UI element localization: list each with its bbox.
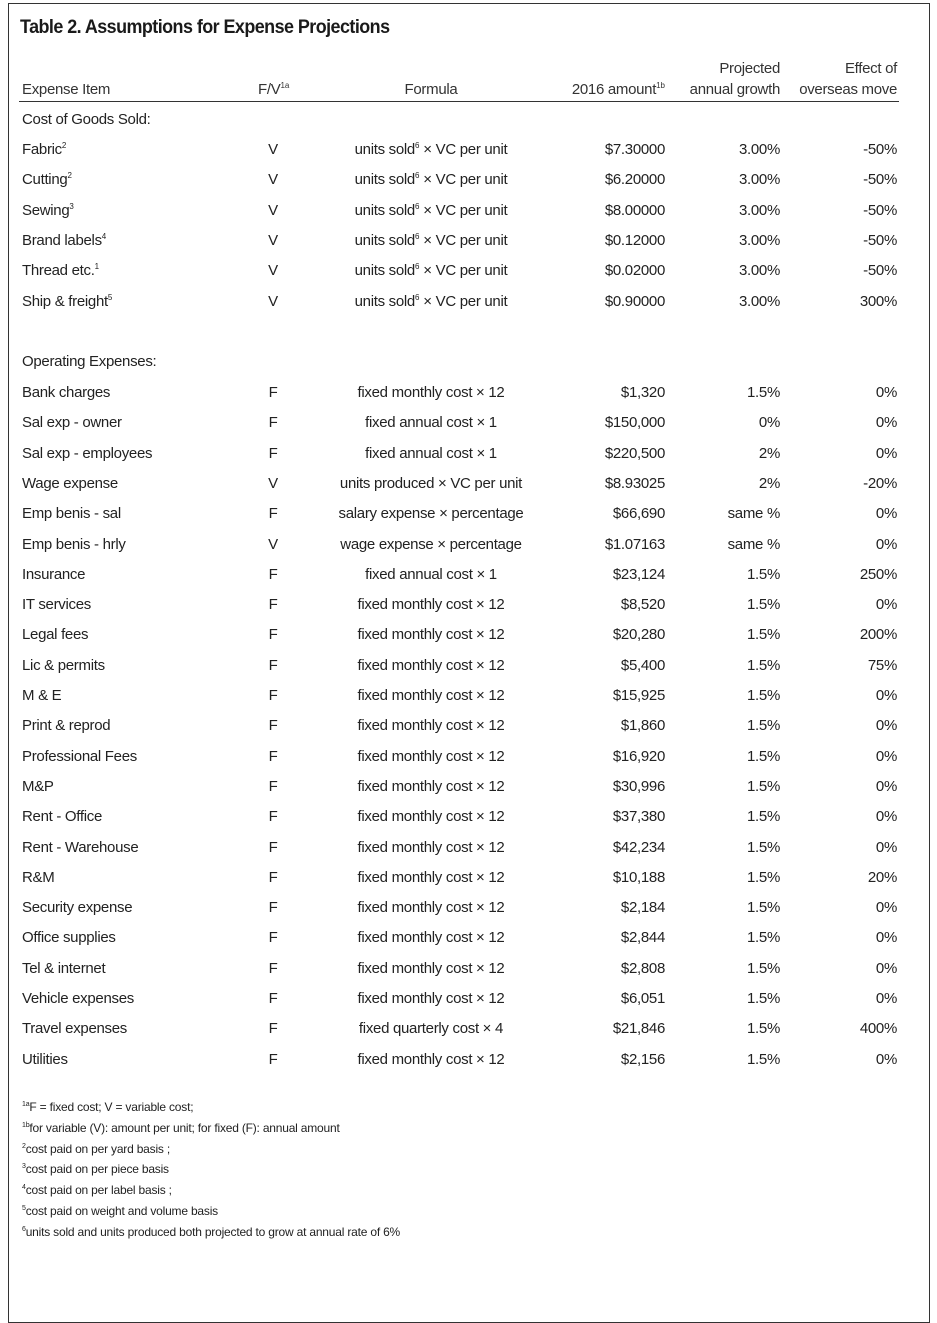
amount-cell: $0.02000: [604, 262, 665, 280]
amount-cell: $2,844: [620, 929, 665, 947]
fv-cell: F: [268, 838, 278, 856]
effect-cell: 0%: [875, 959, 897, 977]
header-growth-line2: annual growth: [689, 81, 780, 98]
formula-cell: fixed monthly cost × 12: [357, 929, 505, 947]
fv-cell: F: [268, 384, 278, 401]
growth-cell: 1.5%: [747, 929, 780, 947]
fv-cell: F: [268, 868, 278, 886]
amount-cell: $10,188: [612, 868, 665, 886]
amount-cell: $2,808: [620, 959, 665, 977]
growth-cell: 1.5%: [747, 868, 780, 886]
amount-cell: $30,996: [612, 777, 665, 795]
effect-cell: -50%: [863, 171, 897, 189]
effect-cell: 0%: [875, 747, 897, 765]
formula-post: × VC per unit: [419, 262, 508, 280]
amount-cell: $37,380: [612, 808, 665, 826]
expense-item: Emp benis - hrly: [22, 535, 126, 553]
formula-cell: fixed monthly cost × 12: [357, 656, 505, 674]
amount-cell: $42,234: [612, 838, 665, 856]
footnote-marker: 6: [22, 1225, 26, 1233]
effect-cell: 0%: [875, 777, 897, 795]
effect-cell: -20%: [863, 474, 897, 492]
formula-post: × VC per unit: [419, 231, 508, 249]
footnote: [22, 1204, 218, 1218]
footnote-marker: 4: [22, 1184, 26, 1192]
effect-cell: 0%: [875, 1050, 897, 1068]
expense-item: R&M: [22, 868, 55, 886]
effect-cell: 0%: [875, 384, 897, 401]
expense-item: [22, 202, 74, 220]
amount-cell: $150,000: [604, 414, 665, 432]
formula-pre: units sold: [354, 201, 415, 219]
section-label-opex: Operating Expenses:: [22, 353, 157, 370]
expense-item: M & E: [22, 687, 62, 704]
fv-cell: F: [268, 1050, 278, 1068]
growth-cell: 1.5%: [747, 777, 780, 795]
formula-cell: [316, 141, 546, 159]
expense-item: Lic & permits: [22, 656, 105, 674]
fv-cell: F: [268, 747, 278, 765]
amount-cell: $2,184: [620, 899, 665, 917]
footnote-text: F = fixed cost; V = variable cost;: [29, 1100, 194, 1114]
formula-cell: units produced × VC per unit: [339, 474, 523, 492]
footnote: [22, 1142, 170, 1156]
growth-cell: same %: [727, 535, 780, 553]
growth-cell: 2%: [758, 444, 780, 462]
amount-cell: $21,846: [612, 1020, 665, 1038]
fv-cell: F: [268, 444, 278, 462]
header-fv-sup: 1a: [280, 81, 290, 90]
expense-item-footnote: 1: [94, 262, 100, 272]
formula-cell: fixed monthly cost × 12: [357, 777, 505, 795]
growth-cell: 1.5%: [747, 1020, 780, 1038]
expense-item: Office supplies: [22, 929, 116, 947]
footnote-text: cost paid on per label basis ;: [25, 1183, 172, 1198]
expense-item-name: Thread etc.: [22, 262, 95, 280]
table-title: Table 2. Assumptions for Expense Projections: [20, 16, 390, 38]
fv-cell: F: [268, 656, 278, 674]
header-effect-line1: Effect of: [844, 60, 897, 77]
effect-cell: 250%: [859, 565, 897, 583]
expense-item: Utilities: [22, 1050, 68, 1068]
growth-cell: 1.5%: [747, 596, 780, 614]
amount-cell: $220,500: [604, 444, 665, 462]
effect-cell: 75%: [867, 656, 897, 674]
amount-cell: $1.07163: [604, 535, 665, 553]
formula-footnote: 6: [414, 231, 420, 241]
effect-cell: 400%: [859, 1020, 897, 1038]
growth-cell: 1.5%: [747, 747, 780, 765]
formula-pre: units sold: [354, 171, 415, 189]
amount-cell: $66,690: [612, 505, 665, 523]
amount-cell: $8.00000: [604, 201, 665, 219]
section-label-cogs: Cost of Goods Sold:: [22, 111, 151, 128]
growth-cell: 1.5%: [747, 384, 780, 401]
expense-item: [22, 262, 99, 280]
formula-cell: salary expense × percentage: [338, 505, 524, 523]
formula-cell: fixed annual cost × 1: [365, 444, 497, 462]
fv-cell: F: [268, 505, 278, 523]
fv-cell: V: [268, 171, 278, 189]
expense-item: Rent - Office: [22, 808, 103, 826]
growth-cell: 1.5%: [747, 838, 780, 856]
amount-cell: $6.20000: [604, 171, 665, 189]
growth-cell: 0%: [758, 414, 780, 432]
formula-cell: [316, 202, 546, 220]
amount-cell: $1,860: [620, 717, 665, 735]
formula-cell: wage expense × percentage: [340, 535, 522, 553]
footnote-marker: 2: [22, 1142, 26, 1150]
expense-item: M&P: [22, 777, 54, 795]
effect-cell: 0%: [875, 596, 897, 614]
formula-footnote: 6: [414, 171, 420, 181]
formula-cell: [316, 232, 546, 250]
footnote: [22, 1121, 340, 1135]
expense-item: Print & reprod: [22, 717, 111, 735]
amount-cell: $8.93025: [604, 474, 665, 492]
amount-cell: $0.90000: [604, 292, 665, 310]
expense-item-name: Sewing: [22, 201, 70, 219]
expense-item-footnote: 2: [61, 141, 67, 150]
fv-cell: F: [268, 808, 278, 826]
fv-cell: F: [268, 565, 278, 583]
growth-cell: 3.00%: [738, 231, 780, 249]
expense-item-footnote: 5: [107, 292, 113, 302]
expense-item-footnote: 4: [101, 231, 107, 241]
fv-cell: F: [268, 929, 278, 947]
expense-item: Sal exp - owner: [22, 414, 122, 432]
amount-cell: $15,925: [612, 687, 665, 704]
expense-item-footnote: 2: [67, 171, 72, 181]
footnote: [22, 1225, 400, 1239]
growth-cell: 1.5%: [747, 717, 780, 735]
footnote-marker: 1b: [22, 1121, 30, 1129]
footnote-text: cost paid on weight and volume basis: [25, 1204, 218, 1218]
fv-cell: F: [268, 717, 278, 735]
formula-pre: units sold: [354, 141, 415, 158]
formula-post: × VC per unit: [419, 141, 508, 158]
footnote: [22, 1183, 172, 1197]
growth-cell: 3.00%: [738, 171, 780, 189]
formula-cell: fixed monthly cost × 12: [357, 717, 505, 735]
footnote-marker: 1a: [22, 1101, 30, 1108]
formula-cell: fixed annual cost × 1: [365, 414, 497, 432]
formula-cell: fixed monthly cost × 12: [357, 838, 505, 856]
formula-pre: units sold: [354, 292, 415, 310]
formula-cell: [316, 262, 546, 280]
formula-post: × VC per unit: [419, 171, 508, 189]
effect-cell: 0%: [875, 717, 897, 735]
effect-cell: 0%: [875, 444, 897, 462]
expense-item: [22, 141, 66, 159]
header-amount: [515, 81, 665, 99]
formula-cell: fixed monthly cost × 12: [357, 899, 505, 917]
effect-cell: 0%: [875, 808, 897, 826]
fv-cell: V: [268, 262, 278, 280]
effect-cell: 0%: [875, 838, 897, 856]
effect-cell: 0%: [875, 535, 897, 553]
amount-cell: $8,520: [620, 596, 665, 614]
expense-item: Security expense: [22, 899, 133, 917]
header-formula: Formula: [404, 81, 458, 98]
footnote: [22, 1100, 193, 1114]
expense-item-name: Brand labels: [22, 231, 102, 249]
amount-cell: $0.12000: [604, 231, 665, 249]
effect-cell: 0%: [875, 899, 897, 917]
formula-cell: fixed monthly cost × 12: [357, 687, 505, 704]
formula-cell: [316, 293, 546, 311]
amount-cell: $5,400: [620, 656, 665, 674]
footnote: [22, 1162, 169, 1176]
effect-cell: 0%: [875, 505, 897, 523]
fv-cell: F: [268, 626, 278, 644]
effect-cell: 300%: [859, 292, 897, 310]
expense-item: IT services: [22, 596, 91, 614]
growth-cell: 2%: [758, 474, 780, 492]
amount-cell: $6,051: [620, 990, 665, 1007]
growth-cell: 3.00%: [738, 262, 780, 280]
growth-cell: 3.00%: [738, 292, 780, 310]
fv-cell: F: [268, 414, 278, 432]
formula-post: × VC per unit: [419, 201, 508, 219]
growth-cell: 1.5%: [747, 1050, 780, 1068]
fv-cell: F: [268, 959, 278, 977]
expense-item-footnote: 3: [69, 201, 74, 211]
growth-cell: 1.5%: [747, 565, 780, 583]
formula-footnote: 6: [414, 201, 420, 211]
fv-cell: F: [268, 777, 278, 795]
expense-item: Rent - Warehouse: [22, 838, 139, 856]
expense-item: Wage expense: [22, 474, 118, 492]
footnote-text: units sold and units produced both projected to grow at annual rate of 6%: [25, 1224, 401, 1239]
effect-cell: -50%: [863, 262, 897, 280]
formula-cell: fixed monthly cost × 12: [357, 626, 505, 644]
header-expense-item: Expense Item: [22, 81, 111, 98]
effect-cell: 20%: [867, 868, 897, 886]
fv-cell: F: [268, 687, 278, 704]
growth-cell: 1.5%: [747, 899, 780, 917]
formula-pre: units sold: [354, 262, 415, 280]
fv-cell: F: [268, 1020, 278, 1038]
header-effect-line2: overseas move: [799, 81, 897, 98]
formula-cell: fixed monthly cost × 12: [357, 596, 505, 614]
amount-cell: $1,320: [620, 384, 665, 401]
amount-cell: $16,920: [612, 747, 665, 765]
header-fv: [258, 81, 288, 99]
effect-cell: 0%: [875, 929, 897, 947]
amount-cell: $23,124: [612, 565, 665, 583]
growth-cell: 1.5%: [747, 808, 780, 826]
growth-cell: 3.00%: [738, 201, 780, 219]
expense-item: Sal exp - employees: [22, 444, 153, 462]
formula-cell: fixed monthly cost × 12: [357, 384, 505, 401]
fv-cell: V: [268, 535, 278, 553]
effect-cell: 0%: [875, 414, 897, 432]
growth-cell: 1.5%: [747, 656, 780, 674]
amount-cell: $20,280: [612, 626, 665, 644]
fv-cell: V: [268, 231, 278, 249]
fv-cell: F: [268, 990, 278, 1007]
footnote-text: cost paid on per yard basis ;: [25, 1141, 170, 1156]
effect-cell: 0%: [875, 990, 897, 1007]
growth-cell: 1.5%: [747, 959, 780, 977]
formula-pre: units sold: [354, 231, 415, 249]
header-rule: [19, 101, 899, 102]
expense-item-name: Ship & freight: [22, 292, 108, 310]
formula-footnote: 6: [414, 262, 420, 272]
effect-cell: -50%: [863, 231, 897, 249]
header-amount-sup: 1b: [656, 81, 665, 90]
formula-cell: fixed monthly cost × 12: [357, 808, 505, 826]
formula-cell: [316, 171, 546, 189]
formula-cell: fixed monthly cost × 12: [357, 868, 505, 886]
header-amount-text: 2016 amount: [571, 81, 657, 98]
amount-cell: $7.30000: [604, 141, 665, 158]
effect-cell: 0%: [875, 687, 897, 704]
expense-item: [22, 293, 112, 311]
header-fv-text: F/V: [258, 81, 281, 98]
expense-item: Emp benis - sal: [22, 505, 121, 523]
formula-cell: fixed monthly cost × 12: [357, 1050, 505, 1068]
expense-item: Insurance: [22, 565, 86, 583]
footnote-marker: 3: [22, 1163, 26, 1171]
formula-cell: fixed monthly cost × 12: [357, 747, 505, 765]
amount-cell: $2,156: [620, 1050, 665, 1068]
expense-item: Bank charges: [22, 384, 111, 401]
fv-cell: V: [268, 201, 278, 219]
expense-item: Travel expenses: [22, 1020, 127, 1038]
footnote-text: for variable (V): amount per unit; for fixed (F): annual amount: [29, 1120, 340, 1135]
growth-cell: 1.5%: [747, 626, 780, 644]
growth-cell: same %: [727, 505, 780, 523]
fv-cell: F: [268, 596, 278, 614]
fv-cell: V: [268, 292, 278, 310]
growth-cell: 1.5%: [747, 687, 780, 704]
effect-cell: 200%: [859, 626, 897, 644]
expense-item: Vehicle expenses: [22, 990, 134, 1007]
expense-item: Tel & internet: [22, 959, 106, 977]
footnote-marker: 5: [22, 1205, 26, 1212]
growth-cell: 1.5%: [747, 990, 780, 1007]
effect-cell: -50%: [863, 141, 897, 158]
formula-footnote: 6: [414, 292, 420, 302]
expense-item-name: Cutting: [22, 171, 68, 189]
formula-cell: fixed monthly cost × 12: [357, 959, 505, 977]
formula-cell: fixed annual cost × 1: [365, 565, 497, 583]
expense-item-name: Fabric: [22, 141, 62, 158]
footnote-text: cost paid on per piece basis: [25, 1162, 169, 1177]
fv-cell: F: [268, 899, 278, 917]
expense-item: Legal fees: [22, 626, 89, 644]
formula-cell: fixed monthly cost × 12: [357, 990, 505, 1007]
formula-post: × VC per unit: [419, 292, 508, 310]
formula-cell: fixed quarterly cost × 4: [358, 1020, 504, 1038]
effect-cell: -50%: [863, 201, 897, 219]
fv-cell: V: [268, 141, 278, 158]
formula-footnote: 6: [414, 141, 420, 150]
expense-item: [22, 232, 106, 250]
fv-cell: V: [268, 474, 278, 492]
expense-item: Professional Fees: [22, 747, 137, 765]
header-growth-line1: Projected: [719, 60, 780, 77]
growth-cell: 3.00%: [738, 141, 780, 158]
expense-item: [22, 171, 72, 189]
